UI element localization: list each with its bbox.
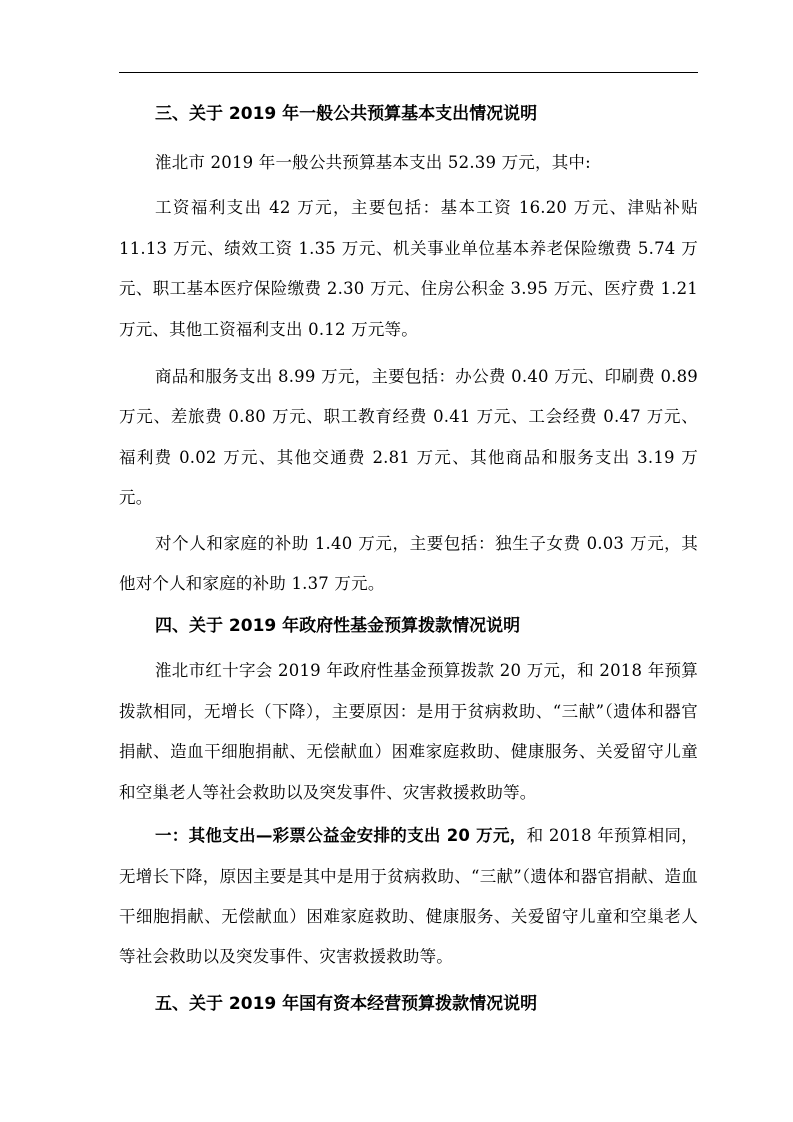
section-3-paragraph-4: 对个人和家庭的补助 1.40 万元，主要包括：独生子女费 0.03 万元，其他对个人和家庭的补助 1.37 万元。 <box>119 533 698 594</box>
section-3-paragraph-1: 淮北市 2019 年一般公共预算基本支出 52.39 万元，其中: <box>155 153 591 172</box>
section-4-item-1-lead: 一：其他支出—彩票公益金安排的支出 20 万元， <box>155 826 527 846</box>
section-4-item-1-text: 和 2018 年预算相同，无增长下降，原因主要是其中是用于贫病救助、“三献”（遗体和器官捐献、造血干细胞捐献、无偿献血）困难家庭救助、健康服务、关爱留守儿童和空巢老人等社会救助以及突发事件、灾害救援救助等。 <box>119 826 698 967</box>
section-4-heading: 四、关于 2019 年政府性基金预算拨款情况说明 <box>155 616 521 637</box>
header-rule <box>119 72 698 73</box>
section-4-item-1 <box>119 816 698 978</box>
section-4-paragraph-1: 淮北市红十字会 2019 年政府性基金预算拨款 20 万元，和 2018 年预算拨款相同，无增长（下降），主要原因：是用于贫病救助、“三献”（遗体和器官捐献、造血干细胞捐献、无偿献血）困难家庭救助、健康服务、关爱留守儿童和空巢老人等社会救助以及突发事件、灾害救援救助等。 <box>119 661 698 802</box>
section-3-paragraph-3: 商品和服务支出 8.99 万元，主要包括：办公费 0.40 万元、印刷费 0.89 万元、差旅费 0.80 万元、职工教育经费 0.41 万元、工会经费 0.47 万元、福利费 0.02 万元、其他交通费 2.81 万元、其他商品和服务支出 3.19 万元。 <box>119 367 698 508</box>
document-body <box>119 102 698 1016</box>
section-3-paragraph-2: 工资福利支出 42 万元，主要包括：基本工资 16.20 万元、津贴补贴 11.13 万元、绩效工资 1.35 万元、机关事业单位基本养老保险缴费 5.74 万元、职工基本医疗保险缴费 2.30 万元、住房公积金 3.95 万元、医疗费 1.21 万元、其他工资福利支出 0.12 万元等。 <box>119 198 698 339</box>
section-3-heading: 三、关于 2019 年一般公共预算基本支出情况说明 <box>155 104 538 124</box>
section-5-heading: 五、关于 2019 年国有资本经营预算拨款情况说明 <box>155 993 538 1014</box>
